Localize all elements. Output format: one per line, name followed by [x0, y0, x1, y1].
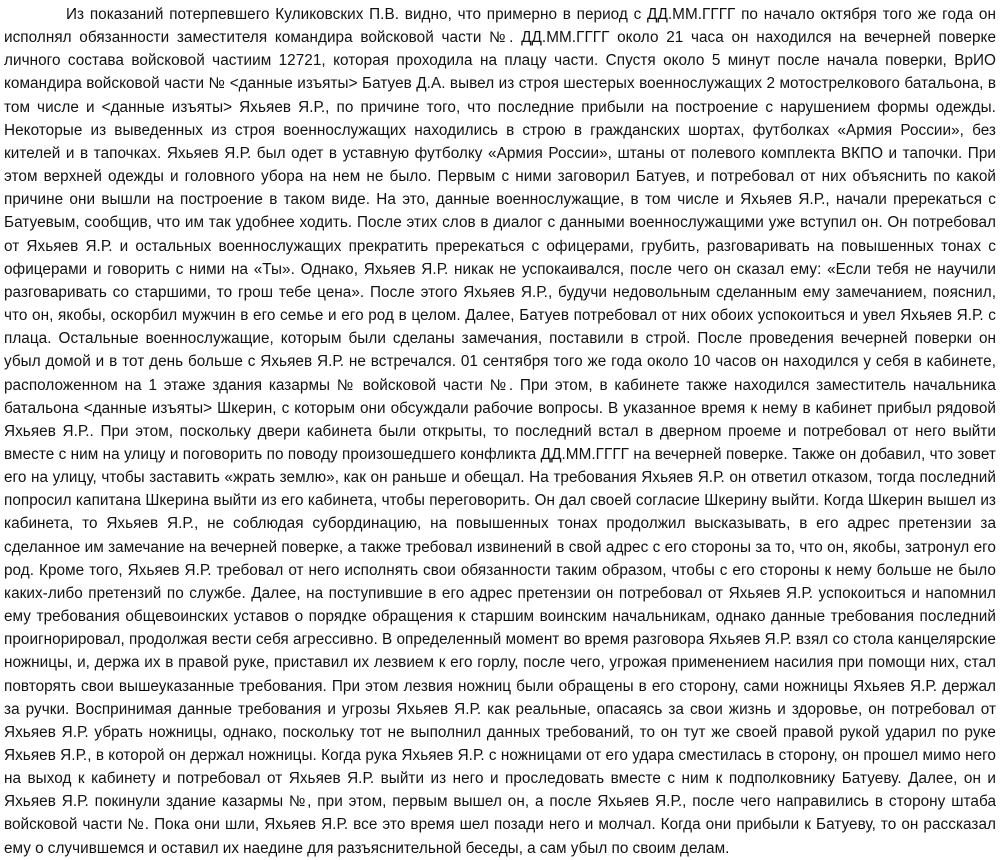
- testimony-paragraph: Из показаний потерпевшего Куликовских П.В. видно, что примерно в период с ДД.ММ.ГГГГ по начало октября того же года он исполнял обязанности заместителя командира войсковой части №. ДД.ММ.ГГГГ около 21 часа он находился на вечерней поверке личного состава войсковой частиим 12721, которая проходила на плацу части. Спустя около 5 минут после начала поверки, ВрИО командира войсковой части № <данные изъяты> Батуев Д.А. вывел из строя шестерых военнослужащих 2 мотострелкового батальона, в том числе и <данные изъяты> Яхьяев Я.Р., по причине того, что последние прибыли на построение с нарушением формы одежды. Некоторые из выведенных из строя военнослужащих находились в строю в гражданских шортах, футболках «Армия России», без кителей и в тапочках. Яхьяев Я.Р. был одет в уставную футболку «Армия России», штаны от полевого комплекта ВКПО и тапочки. При этом верхней одежды и головного убора на нем не было. Первым с ними заговорил Батуев, и потребовал от них объяснить по какой причине они вышли на построение в таком виде. На это, данные военнослужащие, в том числе и Яхьяев Я.Р., начали пререкаться с Батуевым, сообщив, что им так удобнее ходить. После этих слов в диалог с данными военнослужащими уже вступил он. Он потребовал от Яхьяев Я.Р. и остальных военнослужащих прекратить пререкаться с офицерами, грубить, разговаривать на повышенных тонах с офицерами и говорить с ними на «Ты». Однако, Яхьяев Я.Р. никак не успокаивался, после чего он сказал ему: «Если тебя не научили разговаривать со старшими, то грош тебе цена». После этого Яхьяев Я.Р., будучи недовольным сделанным ему замечанием, пояснил, что он, якобы, оскорбил мужчин в его семье и его род в целом. Далее, Батуев потребовал от них обоих успокоиться и увел Яхьяев Я.Р. с плаца. Остальные военнослужащие, которым были сделаны замечания, поставили в строй. После проведения вечерней поверки он убыл домой и в тот день больше с Яхьяев Я.Р. не встречался. 01 сентября того же года около 10 часов он находился у себя в кабинете, расположенном на 1 этаже здания казармы № войсковой части №. При этом, в кабинете также находился заместитель начальника батальона <данные изъяты> Шкерин, с которым они обсуждали рабочие вопросы. В указанное время к нему в кабинет прибыл рядовой Яхьяев Я.Р.. При этом, поскольку двери кабинета были открыты, то последний встал в дверном проеме и потребовал от него выйти вместе с ним на улицу и поговорить по поводу произошедшего конфликта ДД.ММ.ГГГГ на вечерней поверке. Также он добавил, что зовет его на улицу, чтобы заставить «жрать землю», как он раньше и обещал. На требования Яхьяев Я.Р. он ответил отказом, тогда последний попросил капитана Шкерина выйти из его кабинета, чтобы переговорить. Он дал своей согласие Шкерину выйти. Когда Шкерин вышел из кабинета, то Яхьяев Я.Р., не соблюдая субординацию, на повышенных тонах продолжил высказывать, в его адрес претензии за сделанное им замечание на вечерней поверке, а также требовал извинений в свой адрес с его стороны за то, что он, якобы, затронул его род. Кроме того, Яхьяев Я.Р. требовал от него исполнять свои обязанности таким образом, чтобы с его стороны к нему больше не было каких-либо претензий по службе. Далее, на поступившие в его адрес претензии он потребовал от Яхьяев Я.Р. успокоиться и напомнил ему требования общевоинских уставов о порядке обращения к старшим воинским начальникам, однако данные требования последний проигнорировал, продолжая вести себя агрессивно. В определенный момент во время разговора Яхьяев Я.Р. взял со стола канцелярские ножницы, и, держа их в правой руке, приставил их лезвием к его горлу, после чего, угрожая применением насилия при помощи них, стал повторять свои вышеуказанные требования. При этом лезвия ножниц были обращены в его сторону, сами ножницы Яхьяев Я.Р. держал за ручки. Воспринимая данные требования и угрозы Яхьяев Я.Р. как реальные, опасаясь за свои жизнь и здоровье, он потребовал от Яхьяев Я.Р. убрать ножницы, однако, поскольку тот не выполнил данных требований, то он тут же своей правой рукой ударил по руке Яхьяев Я.Р., в которой он держал ножницы. Когда рука Яхьяев Я.Р. с ножницами от его удара сместилась в сторону, он прошел мимо него на выход к кабинету и потребовал от Яхьяев Я.Р. выйти из него и проследовать вместе с ним к подполковнику Батуеву. Далее, он и Яхьяев Я.Р. покинули здание казармы №, при этом, первым вышел он, а после Яхьяев Я.Р., после чего направились в сторону штаба войсковой части №. Пока они шли, Яхьяев Я.Р. все это время шел позади него и молчал. Когда они прибыли к Батуеву, то он рассказал ему о случившемся и оставил их наедине для разъяснительной беседы, а сам убыл по своим делам.: [4, 6, 996, 857]
